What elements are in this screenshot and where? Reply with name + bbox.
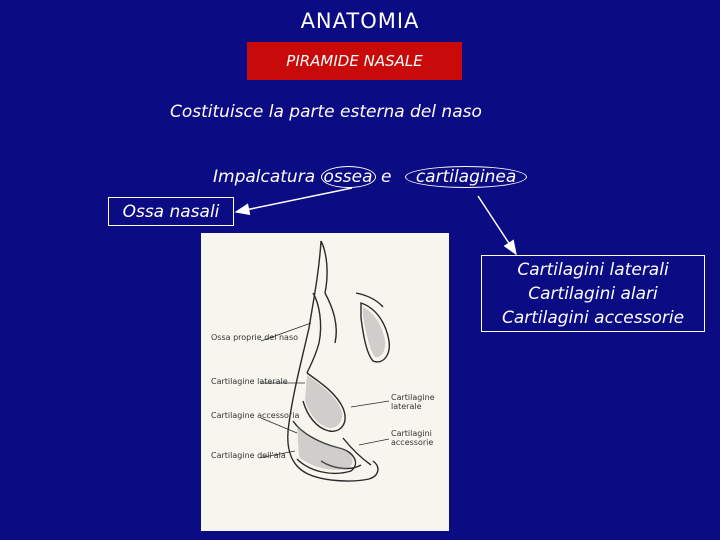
slide-title: ANATOMIA	[300, 9, 420, 33]
label-cartilagine-ala: Cartilagine dell'ala	[211, 451, 286, 460]
arrow-to-cartilagini	[478, 196, 516, 254]
ossea-oval: ossea	[321, 166, 376, 188]
label-cartilagine-laterale-left: Cartilagine laterale	[211, 377, 288, 386]
nose-anatomy-figure	[201, 233, 449, 531]
arrow-to-ossa	[236, 188, 352, 212]
label-ossa-proprie: Ossa proprie del naso	[211, 333, 299, 342]
cartilage-item: Cartilagini laterali	[517, 260, 669, 280]
subtitle-text: PIRAMIDE NASALE	[286, 52, 423, 70]
framework-word: Impalcatura	[213, 167, 316, 187]
cartilage-item: Cartilagini alari	[528, 284, 658, 304]
ossa-nasali-label: Ossa nasali	[122, 201, 220, 222]
cartilaginea-oval: cartilaginea	[405, 166, 527, 188]
conjunction-word: e	[380, 167, 392, 187]
description-line: Costituisce la parte esterna del naso	[170, 102, 482, 122]
label-cartilagine-laterale-right: Cartilagine laterale	[391, 393, 435, 411]
label-cartilagini-accessorie-right: Cartilagini accessorie	[391, 429, 434, 447]
cartilage-item: Cartilagini accessorie	[501, 308, 685, 328]
label-cartilagine-accessoria: Cartilagine accessoria	[211, 411, 300, 420]
